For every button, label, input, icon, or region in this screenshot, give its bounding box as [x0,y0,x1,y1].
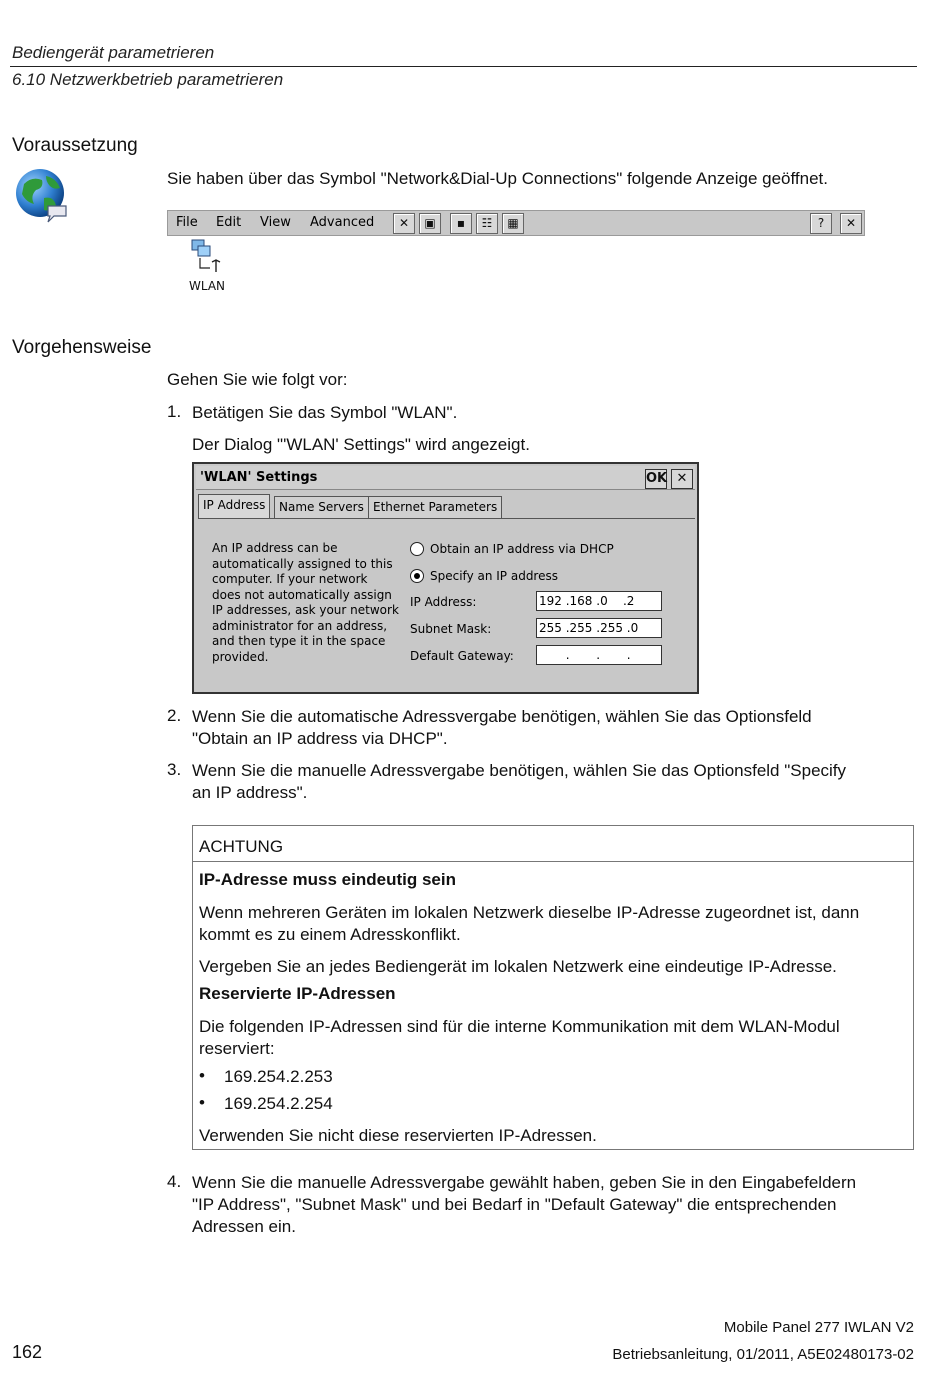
list-view-icon[interactable]: ☷ [476,213,498,234]
step2-line: "Obtain an IP address via DHCP". [192,729,448,748]
header-chapter: Bediengerät parametrieren [12,43,215,62]
ip-address-label: IP Address: [410,595,477,609]
reserved-ip-item: 169.254.2.253 [224,1067,333,1086]
notice-box [192,825,914,1150]
explanation-line: IP addresses, ask your network [212,603,399,617]
notice-paragraph [199,1016,840,1060]
reserved-ip-item: 169.254.2.254 [224,1094,333,1113]
header-rule [10,66,917,67]
menu-file[interactable]: File [176,215,198,230]
wlan-icon-label: WLAN [189,279,226,293]
network-connections-toolbar [167,210,865,236]
explanation-line: provided. [212,649,269,664]
menu-advanced[interactable]: Advanced [310,215,375,230]
step3-text [192,760,846,804]
procedure-intro: Gehen Sie wie folgt vor: [167,370,348,389]
explanation-line: automatically assigned to this [212,556,393,571]
help-button[interactable]: ? [810,213,832,234]
notice-line: Die folgenden IP-Adressen sind für die interne Kommunikation mit dem WLAN-Modul [199,1017,840,1036]
step2-line: Wenn Sie die automatische Adressvergabe benötigen, wählen Sie das Optionsfeld [192,707,812,726]
wlan-settings-dialog [192,462,699,694]
notice-line: Wenn mehreren Geräten im lokalen Netzwerk dieselbe IP-Adresse zugeordnet ist, dann [199,903,860,922]
large-icons-view-icon[interactable]: ▪ [450,213,472,234]
explanation-line: does not automatically assign [212,587,392,602]
explanation-line: computer. If your network [212,572,368,586]
menu-view[interactable]: View [260,215,291,230]
details-view-icon[interactable]: ▦ [502,213,524,234]
notice-heading: ACHTUNG [199,837,284,856]
ok-button[interactable]: OK [645,469,667,489]
ip-address-panel [198,518,695,690]
bullet-icon: • [199,1093,205,1112]
notice-line: kommt es zu einem Adresskonflikt. [199,925,461,944]
notice-paragraph: Verwenden Sie nicht diese reservierten IP-Adressen. [199,1126,597,1145]
radio-dhcp[interactable] [410,542,424,556]
step1-text: Betätigen Sie das Symbol "WLAN". [192,403,458,422]
step3-line: an IP address". [192,783,308,802]
subnet-mask-field[interactable]: 255 .255 .255 .0 [536,618,662,638]
notice-paragraph: Vergeben Sie an jedes Bediengerät im lokalen Netzwerk eine eindeutige IP-Adresse. [199,957,837,976]
ip-address-field[interactable]: 192 .168 .0 .2 [536,591,662,611]
dialog-titlebar [196,466,695,490]
step-number: 2. [167,706,182,725]
notice-header [193,826,913,862]
step4-line: "IP Address", "Subnet Mask" und bei Bedarf in "Default Gateway" die entsprechenden [192,1195,837,1214]
delete-icon[interactable]: ✕ [393,213,415,234]
section-title-vorgehensweise: Vorgehensweise [12,337,152,358]
close-button[interactable]: ✕ [840,213,862,234]
menu-edit[interactable]: Edit [216,215,242,230]
page-number: 162 [12,1342,43,1362]
step4-text [192,1172,856,1238]
header-section: 6.10 Netzwerkbetrieb parametrieren [12,70,284,89]
wlan-connection-icon[interactable] [188,238,226,276]
notice-paragraph [199,902,859,946]
radio-specify-label: Specify an IP address [430,569,558,583]
step2-text [192,706,812,750]
network-globe-icon [14,166,70,224]
section1-text: Sie haben über das Symbol "Network&Dial-Up Connections" folgende Anzeige geöffnet. [167,169,828,188]
default-gateway-label: Default Gateway: [410,649,514,663]
step3-line: Wenn Sie die manuelle Adressvergabe benötigen, wählen Sie das Optionsfeld "Specify [192,761,847,780]
notice-subheading-unique-ip: IP-Adresse muss eindeutig sein [199,870,456,889]
step-number: 1. [167,402,182,421]
bullet-icon: • [199,1066,205,1085]
explanation-line: and then type it in the space [212,634,386,648]
notice-subheading-reserved: Reservierte IP-Adressen [199,984,396,1003]
footer-product: Mobile Panel 277 IWLAN V2 [723,1319,914,1336]
step-number: 3. [167,760,182,779]
default-gateway-field[interactable]: . . . [536,645,662,665]
ip-explanation [212,541,412,665]
section-title-voraussetzung: Voraussetzung [12,135,138,156]
tab-ethernet-parameters[interactable]: Ethernet Parameters [368,496,502,518]
explanation-line: administrator for an address, [212,618,388,633]
radio-specify-ip[interactable] [410,569,424,583]
footer-document: Betriebsanleitung, 01/2011, A5E02480173-02 [612,1346,914,1363]
radio-dhcp-label: Obtain an IP address via DHCP [430,542,614,556]
notice-line: reserviert: [199,1039,275,1058]
step1-result: Der Dialog "'WLAN' Settings" wird angezeigt. [192,435,530,454]
step4-line: Adressen ein. [192,1217,296,1236]
subnet-mask-label: Subnet Mask: [410,622,492,636]
tab-ip-address[interactable]: IP Address [198,494,270,519]
step4-line: Wenn Sie die manuelle Adressvergabe gewählt haben, geben Sie in den Eingabefeldern [192,1173,857,1192]
dialog-title: 'WLAN' Settings [200,470,318,485]
tab-name-servers[interactable]: Name Servers [274,496,369,518]
properties-icon[interactable]: ▣ [419,213,441,234]
dialog-close-button[interactable]: ✕ [671,469,693,489]
explanation-line: An IP address can be [212,541,338,555]
step-number: 4. [167,1172,182,1191]
